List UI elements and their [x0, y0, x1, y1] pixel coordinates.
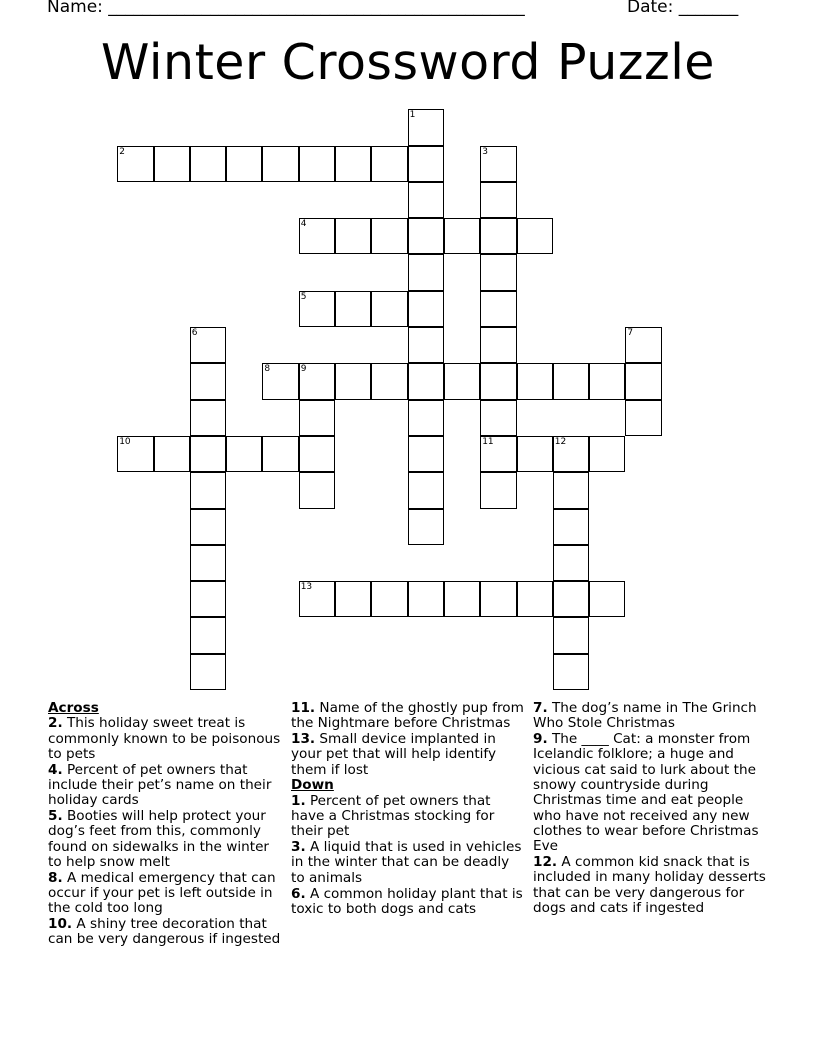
crossword-cell[interactable]	[299, 472, 335, 508]
crossword-cell[interactable]	[553, 363, 589, 399]
clue-text: Percent of pet owners that include their pet’s name on their holiday cards	[48, 761, 272, 809]
crossword-cell[interactable]	[589, 436, 625, 472]
crossword-cell[interactable]	[517, 436, 553, 472]
clue-number: 4.	[48, 761, 63, 778]
crossword-cell[interactable]	[480, 146, 516, 182]
clue-number-label: 12	[554, 436, 567, 447]
crossword-cell[interactable]	[408, 363, 444, 399]
crossword-cell[interactable]	[517, 218, 553, 254]
clue-number-label: 9	[300, 364, 307, 375]
clue-number-label: 4	[300, 219, 307, 230]
clue-text: A common holiday plant that is toxic to both dogs and cats	[291, 885, 523, 917]
crossword-cell[interactable]	[190, 363, 226, 399]
crossword-cell[interactable]	[262, 146, 298, 182]
clue-number: 11.	[291, 700, 316, 716]
crossword-cell[interactable]	[480, 254, 516, 290]
across-heading: Across	[48, 700, 99, 716]
crossword-cell[interactable]	[335, 146, 371, 182]
clue-number: 2.	[48, 715, 63, 732]
crossword-cell[interactable]	[190, 400, 226, 436]
across-clue-8	[48, 871, 284, 917]
crossword-cell[interactable]	[371, 363, 407, 399]
crossword-cell[interactable]	[408, 218, 444, 254]
down-clue-3	[291, 840, 527, 886]
crossword-cell[interactable]	[553, 654, 589, 690]
across-clue-5	[48, 809, 284, 870]
crossword-cell[interactable]	[408, 291, 444, 327]
crossword-cell[interactable]	[262, 363, 298, 399]
crossword-cell[interactable]	[444, 581, 480, 617]
crossword-cell[interactable]	[154, 146, 190, 182]
clue-number: 13.	[291, 731, 316, 748]
clue-text: Name of the ghostly pup from the Nightmare before Christmas	[291, 700, 524, 732]
across-clue-10	[48, 917, 284, 948]
crossword-cell[interactable]	[371, 291, 407, 327]
clue-number-label: 6	[191, 328, 198, 338]
clue-text: Percent of pet owners that have a Christmas stocking for their pet	[291, 792, 495, 840]
clue-text: The dog’s name in The Grinch Who Stole Christmas	[533, 700, 757, 732]
crossword-cell[interactable]	[408, 472, 444, 508]
crossword-cell[interactable]	[190, 436, 226, 472]
crossword-cell[interactable]	[299, 291, 335, 327]
crossword-cell[interactable]	[408, 400, 444, 436]
down-clue-7	[533, 701, 769, 732]
crossword-cell[interactable]	[480, 291, 516, 327]
down-heading: Down	[291, 777, 334, 794]
crossword-cell[interactable]	[480, 400, 516, 436]
crossword-cell[interactable]	[408, 581, 444, 617]
clue-column-3	[533, 701, 769, 917]
clue-number-label: 8	[264, 364, 271, 375]
crossword-cell[interactable]	[190, 146, 226, 182]
clue-text: Booties will help protect your dog’s feet from this, commonly found on sidewalks in the winter to help snow melt	[48, 808, 270, 870]
crossword-cell[interactable]	[408, 254, 444, 290]
clue-text: This holiday sweet treat is commonly known to be poisonous to pets	[48, 715, 281, 762]
crossword-cell[interactable]	[408, 436, 444, 472]
crossword-cell[interactable]	[226, 146, 262, 182]
across-clue-4	[48, 763, 284, 809]
crossword-cell[interactable]	[299, 146, 335, 182]
crossword-cell[interactable]	[480, 472, 516, 508]
down-clue-1	[291, 794, 527, 840]
crossword-cell[interactable]	[226, 436, 262, 472]
crossword-cell[interactable]	[625, 327, 661, 363]
date-field-line[interactable]: Date: _______	[627, 0, 739, 17]
clue-text: A common kid snack that is included in many holiday desserts that can be very dangerous for dogs and cats if ingested	[533, 853, 766, 916]
crossword-cell[interactable]	[517, 581, 553, 617]
crossword-cell[interactable]	[154, 436, 190, 472]
crossword-cell[interactable]	[553, 509, 589, 545]
crossword-cell[interactable]	[335, 218, 371, 254]
clue-number-label: 1	[409, 110, 416, 121]
clue-number: 6.	[291, 885, 306, 902]
clue-number-label: 5	[300, 291, 307, 302]
crossword-cell[interactable]	[117, 436, 153, 472]
clue-number-label: 2	[119, 146, 125, 157]
clue-text: A medical emergency that can occur if your pet is left outside in the cold too long	[48, 869, 276, 917]
crossword-cell[interactable]	[299, 581, 335, 617]
clue-number-label: 10	[119, 436, 131, 447]
clue-number: 7.	[533, 700, 548, 716]
clue-number: 1.	[291, 792, 306, 809]
crossword-cell[interactable]	[553, 617, 589, 653]
crossword-cell[interactable]	[371, 146, 407, 182]
across-clue-11	[291, 701, 527, 732]
clue-text: The ____ Cat: a monster from Icelandic folklore; a huge and vicious cat said to lurk about the snowy countryside during Christmas time and eat people who have not received any new clothes to wear before Christmas Eve	[533, 731, 759, 855]
crossword-cell[interactable]	[480, 363, 516, 399]
crossword-cell[interactable]	[335, 291, 371, 327]
clue-number: 12.	[533, 853, 558, 870]
crossword-cell[interactable]	[190, 509, 226, 545]
clue-column-1	[48, 701, 284, 948]
name-field-line[interactable]: Name: _________________________________________________	[47, 0, 525, 17]
crossword-cell[interactable]	[589, 363, 625, 399]
crossword-cell[interactable]	[408, 146, 444, 182]
crossword-cell[interactable]	[335, 581, 371, 617]
clue-number: 5.	[48, 808, 63, 825]
crossword-cell[interactable]	[190, 472, 226, 508]
down-clue-12	[533, 855, 769, 916]
crossword-cell[interactable]	[553, 472, 589, 508]
crossword-cell[interactable]	[299, 363, 335, 399]
crossword-cell[interactable]	[553, 545, 589, 581]
crossword-cell[interactable]	[408, 509, 444, 545]
crossword-cell[interactable]	[589, 581, 625, 617]
crossword-cell[interactable]	[190, 545, 226, 581]
clue-column-2	[291, 701, 527, 918]
crossword-cell[interactable]	[625, 363, 661, 399]
clue-number: 9.	[533, 731, 548, 748]
crossword-cell[interactable]	[299, 436, 335, 472]
down-clue-9	[533, 732, 769, 854]
crossword-cell[interactable]	[117, 146, 153, 182]
crossword-cell[interactable]	[299, 218, 335, 254]
down-clue-6	[291, 887, 527, 918]
clue-number-label: 3	[482, 146, 488, 157]
crossword-cell[interactable]	[480, 327, 516, 363]
clue-number: 8.	[48, 869, 63, 886]
clue-number: 3.	[291, 839, 306, 856]
crossword-cell[interactable]	[553, 581, 589, 617]
crossword-cell[interactable]	[190, 617, 226, 653]
crossword-cell[interactable]	[371, 218, 407, 254]
crossword-cell[interactable]	[444, 218, 480, 254]
crossword-cell[interactable]	[299, 400, 335, 436]
crossword-cell[interactable]	[480, 218, 516, 254]
clue-text: Small device implanted in your pet that will help identify them if lost	[291, 731, 497, 778]
crossword-cell[interactable]	[190, 654, 226, 690]
crossword-cell[interactable]	[262, 436, 298, 472]
crossword-cell[interactable]	[553, 436, 589, 472]
crossword-cell[interactable]	[190, 581, 226, 617]
crossword-cell[interactable]	[480, 182, 516, 218]
crossword-cell[interactable]	[480, 581, 516, 617]
clue-number: 10.	[48, 916, 73, 933]
crossword-cell[interactable]	[408, 182, 444, 218]
crossword-cell[interactable]	[335, 363, 371, 399]
crossword-cell[interactable]	[444, 363, 480, 399]
across-clue-13	[291, 732, 527, 778]
crossword-cell[interactable]	[625, 400, 661, 436]
crossword-cell[interactable]	[408, 327, 444, 363]
crossword-cell[interactable]	[408, 109, 444, 145]
puzzle-title: Winter Crossword Puzzle	[101, 34, 715, 91]
crossword-cell[interactable]	[517, 363, 553, 399]
clue-number-label: 7	[627, 328, 634, 338]
clue-number-label: 13	[300, 582, 313, 593]
clue-text: A liquid that is used in vehicles in the winter that can be deadly to animals	[291, 839, 522, 886]
crossword-cell[interactable]	[371, 581, 407, 617]
across-clue-2	[48, 716, 284, 762]
crossword-cell[interactable]	[480, 436, 516, 472]
clue-text: A shiny tree decoration that can be very dangerous if ingested	[48, 916, 281, 948]
crossword-cell[interactable]	[190, 327, 226, 363]
clue-number-label: 11	[482, 436, 494, 447]
